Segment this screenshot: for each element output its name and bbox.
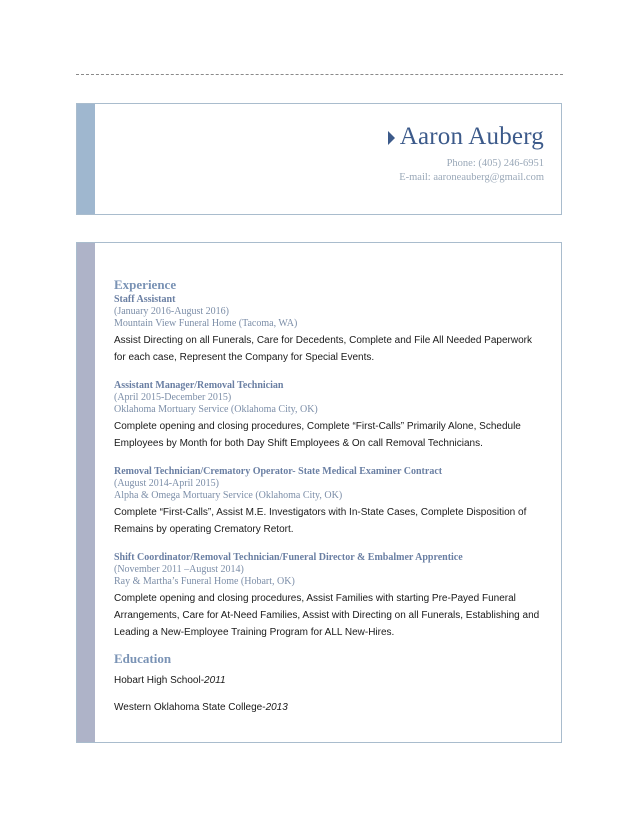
education-item bbox=[114, 675, 226, 686]
header-section bbox=[76, 103, 562, 215]
body-accent-bar bbox=[77, 243, 95, 742]
job-employer: Oklahoma Mortuary Service (Oklahoma City, OK) bbox=[114, 404, 318, 415]
job-dates: (April 2015-December 2015) bbox=[114, 392, 232, 403]
job-employer: Alpha & Omega Mortuary Service (Oklahoma City, OK) bbox=[114, 490, 343, 501]
job-description: Assist Directing on all Funerals, Care for Decedents, Complete and File All Needed Paperwork for each case, Represent the Company for Special Events. bbox=[114, 335, 532, 363]
job-title: Removal Technician/Crematory Operator- State Medical Examiner Contract bbox=[114, 466, 443, 477]
job-entry bbox=[114, 294, 541, 366]
graduation-year: 2011 bbox=[204, 675, 226, 686]
name-row bbox=[388, 123, 544, 151]
education-heading: Education bbox=[114, 651, 172, 666]
dashed-divider bbox=[76, 74, 563, 75]
job-description: Complete opening and closing procedures, Complete “First-Calls” Primarily Alone, Schedule Employees by Month for both Day Shift Employees & On call Removal Technicians. bbox=[114, 421, 521, 449]
email-address: E-mail: aaroneauberg@gmail.com bbox=[399, 172, 544, 183]
job-title: Shift Coordinator/Removal Technician/Funeral Director & Embalmer Apprentice bbox=[114, 552, 463, 563]
job-entry bbox=[114, 552, 541, 641]
job-description: Complete “First-Calls”, Assist M.E. Investigators with In-State Cases, Complete Disposition of Remains by operating Crematory Retort. bbox=[114, 507, 527, 535]
job-employer: Ray & Martha’s Funeral Home (Hobart, OK) bbox=[114, 576, 295, 587]
job-entry bbox=[114, 380, 541, 452]
job-dates: (January 2016-August 2016) bbox=[114, 306, 229, 317]
job-entry bbox=[114, 466, 541, 538]
job-dates: (November 2011 –August 2014) bbox=[114, 564, 244, 575]
phone-number: Phone: (405) 246-6951 bbox=[446, 158, 544, 169]
job-employer: Mountain View Funeral Home (Tacoma, WA) bbox=[114, 318, 298, 329]
candidate-name: Aaron Auberg bbox=[399, 123, 544, 150]
school-name: Hobart High School- bbox=[114, 675, 205, 686]
graduation-year: 2013 bbox=[265, 702, 288, 713]
experience-heading: Experience bbox=[114, 277, 177, 292]
job-title: Staff Assistant bbox=[114, 294, 176, 305]
job-description: Complete opening and closing procedures, Assist Families with starting Pre-Payed Funeral Arrangements, Care for At-Need Families, Assist with Directing on all Funerals, Establishing and Leading a New-Employee Training Program for ALL New-Hires. bbox=[114, 593, 540, 638]
education-item bbox=[114, 702, 288, 713]
school-name: Western Oklahoma State College- bbox=[114, 702, 266, 713]
triangle-arrow-icon bbox=[388, 131, 395, 145]
job-title: Assistant Manager/Removal Technician bbox=[114, 380, 284, 391]
header-accent-bar bbox=[77, 104, 95, 214]
resume-body bbox=[76, 242, 562, 743]
job-dates: (August 2014-April 2015) bbox=[114, 478, 219, 489]
